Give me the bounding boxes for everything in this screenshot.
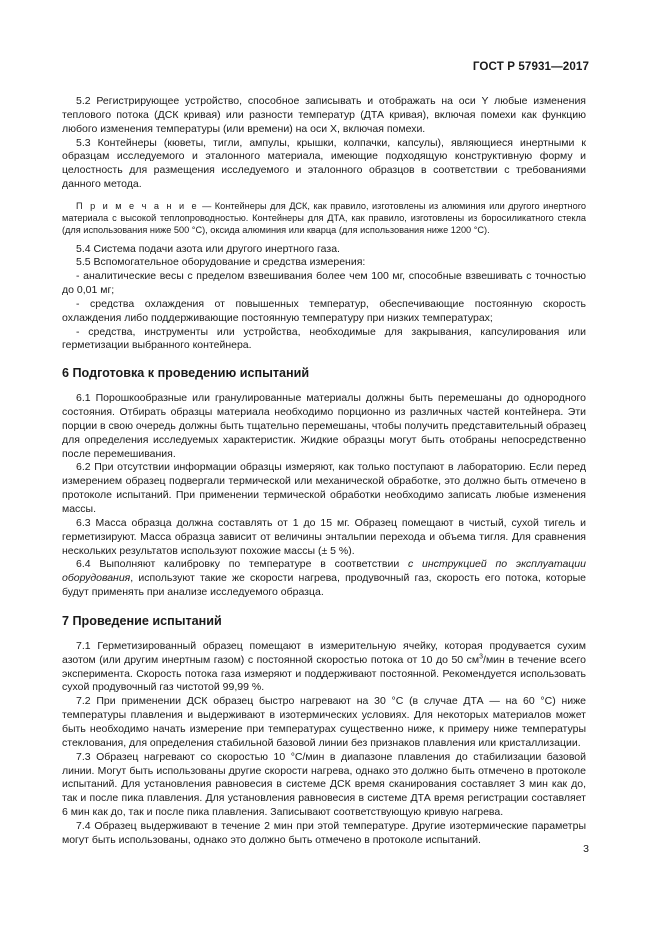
note-paragraph [62,200,586,237]
paragraph-7-3: 7.3 Образец нагревают со скоростью 10 °С/мин в диапазоне плавления до стабилизации базовой линии. Могут быть использованы другие скорости нагрева, однако это должно быть отмечено в протоколе испытаний. Для установления равновесия в системе ДСК время сканирования составляет 3 мин как до, так и после пика плавления. Для установления равновесия в системе ДТА время регистрации составляет 6 мин как до, так и после пика плавления. Записывают соответствующую кривую нагрева. [62,750,586,819]
paragraph-6-4 [62,558,586,600]
paragraph-6-4-start: 6.4 Выполняют калибровку по температуре в соответствии [76,558,408,571]
paragraph-6-1: 6.1 Порошкообразные или гранулированные материалы должны быть перемешаны до однородного состояния. Отбирать образцы материала необходимо порционно из различных частей контейнера. Эти порции в свою очередь должны быть тщательно перемешаны, чтобы получить представительный образец для определения исследуемых характеристик. Жидкие образцы могут быть отобраны непосредственно после перемешивания. [62,392,586,460]
section-7-heading: 7 Проведение испытаний [62,613,222,628]
paragraph-6-3: 6.3 Масса образца должна составлять от 1 до 15 мг. Образец помещают в чистый, сухой тигель и герметизируют. Масса образца зависит от величины энтальпии перехода и объема тигля. Для сравнения нескольких результатов используют похожие массы (± 5 %). [62,516,586,557]
section-6-heading: 6 Подготовка к проведению испытаний [62,366,310,381]
paragraph-6-4-italic: с инструкцией по эксплуатации оборудования [62,558,586,585]
list-item: - средства, инструменты или устройства, необходимые для закрывания, капсулирования или герметизации выбранного контейнера. [62,325,586,352]
list-item: - аналитические весы с пределом взвешивания более чем 100 мг, способные взвешивать с точностью до 0,01 мг; [62,270,586,297]
paragraph-5-2: 5.2 Регистрирующее устройство, способное записывать и отображать на оси Y любые изменения теплового потока (ДСК кривая) или разности температур (ДТА кривая), включая помехи как функцию любого изменения температуры (или времени) на оси X, включая помехи. [62,95,586,135]
standard-header: ГОСТ Р 57931—2017 [472,60,589,73]
paragraph-6-2: 6.2 При отсутствии информации образцы измеряют, как только поступают в лабораторию. Если перед измерением образец подвергали термической или механической обработке, это должно быть отмечено в протоколе испытаний. При применении термической обработки необходимо записать любые изменения массы. [62,461,586,516]
paragraph-7-1-start: 7.1 Герметизированный образец помещают в измерительную ячейку, которая продувается сухим азотом (или другим инертным газом) с постоянной скоростью потока от 10 до 50 см [62,639,586,666]
paragraph-5-3: 5.3 Контейнеры (кюветы, тигли, ампулы, крышки, колпачки, капсулы), являющиеся инертными к образцам исследуемого и эталонного материала, имеющие подходящую конструктивную форму и целостность для размещения исследуемого и эталонного образцов в соответствии с требованиями данного метода. [62,136,586,191]
note-label: П р и м е ч а н и е [76,200,199,211]
paragraph-5-5: 5.5 Вспомогательное оборудование и средства измерения: [76,256,366,269]
paragraph-5-4: 5.4 Система подачи азота или другого инертного газа. [76,242,340,255]
paragraph-6-4-end: , используют такие же скорости нагрева, продувочный газ, скорость его потока, которые будут применять при анализе исследуемого образца. [62,572,586,599]
paragraph-7-4: 7.4 Образец выдерживают в течение 2 мин при этой температуре. Другие изотермические параметры могут быть использованы, однако это должно быть отмечено в протоколе испытаний. [62,819,586,846]
page-content [62,95,586,848]
paragraph-7-1 [62,640,586,695]
paragraph-7-2: 7.2 При применении ДСК образец быстро нагревают на 30 °С (в случае ДТА — на 60 °С) ниже температуры плавления и выдерживают в изотермических условиях. Для некоторых материалов может быть необходимо начать измерение при температурах существенно ниже, к примеру ниже температуры стеклования, для определения стабильной базовой линии без признаков плавления или кристаллизации. [62,695,586,749]
list-item: - средства охлаждения от повышенных температур, обеспечивающие постоянную скорость охлаждения либо поддерживающие постоянную температуру при низких температурах; [62,297,586,324]
page-number: 3 [583,843,589,855]
note-text: — Контейнеры для ДСК, как правило, изготовлены из алюминия или другого инертного материала с высокой теплопроводностью. Контейнеры для ДТА, как правило, изготовлены из боросиликатного стекла (для использования ниже 500 °С), оксида алюминия или кварца (для использования ниже 1200 °С). [62,200,586,236]
superscript-3: 3 [479,653,484,661]
paragraph-7-1-end: /мин в течение всего эксперимента. Скорость потока газа измеряют и поддерживают постоянной. Рекомендуется использовать сухой продувочный газ чистотой 99,99 %. [62,653,586,694]
